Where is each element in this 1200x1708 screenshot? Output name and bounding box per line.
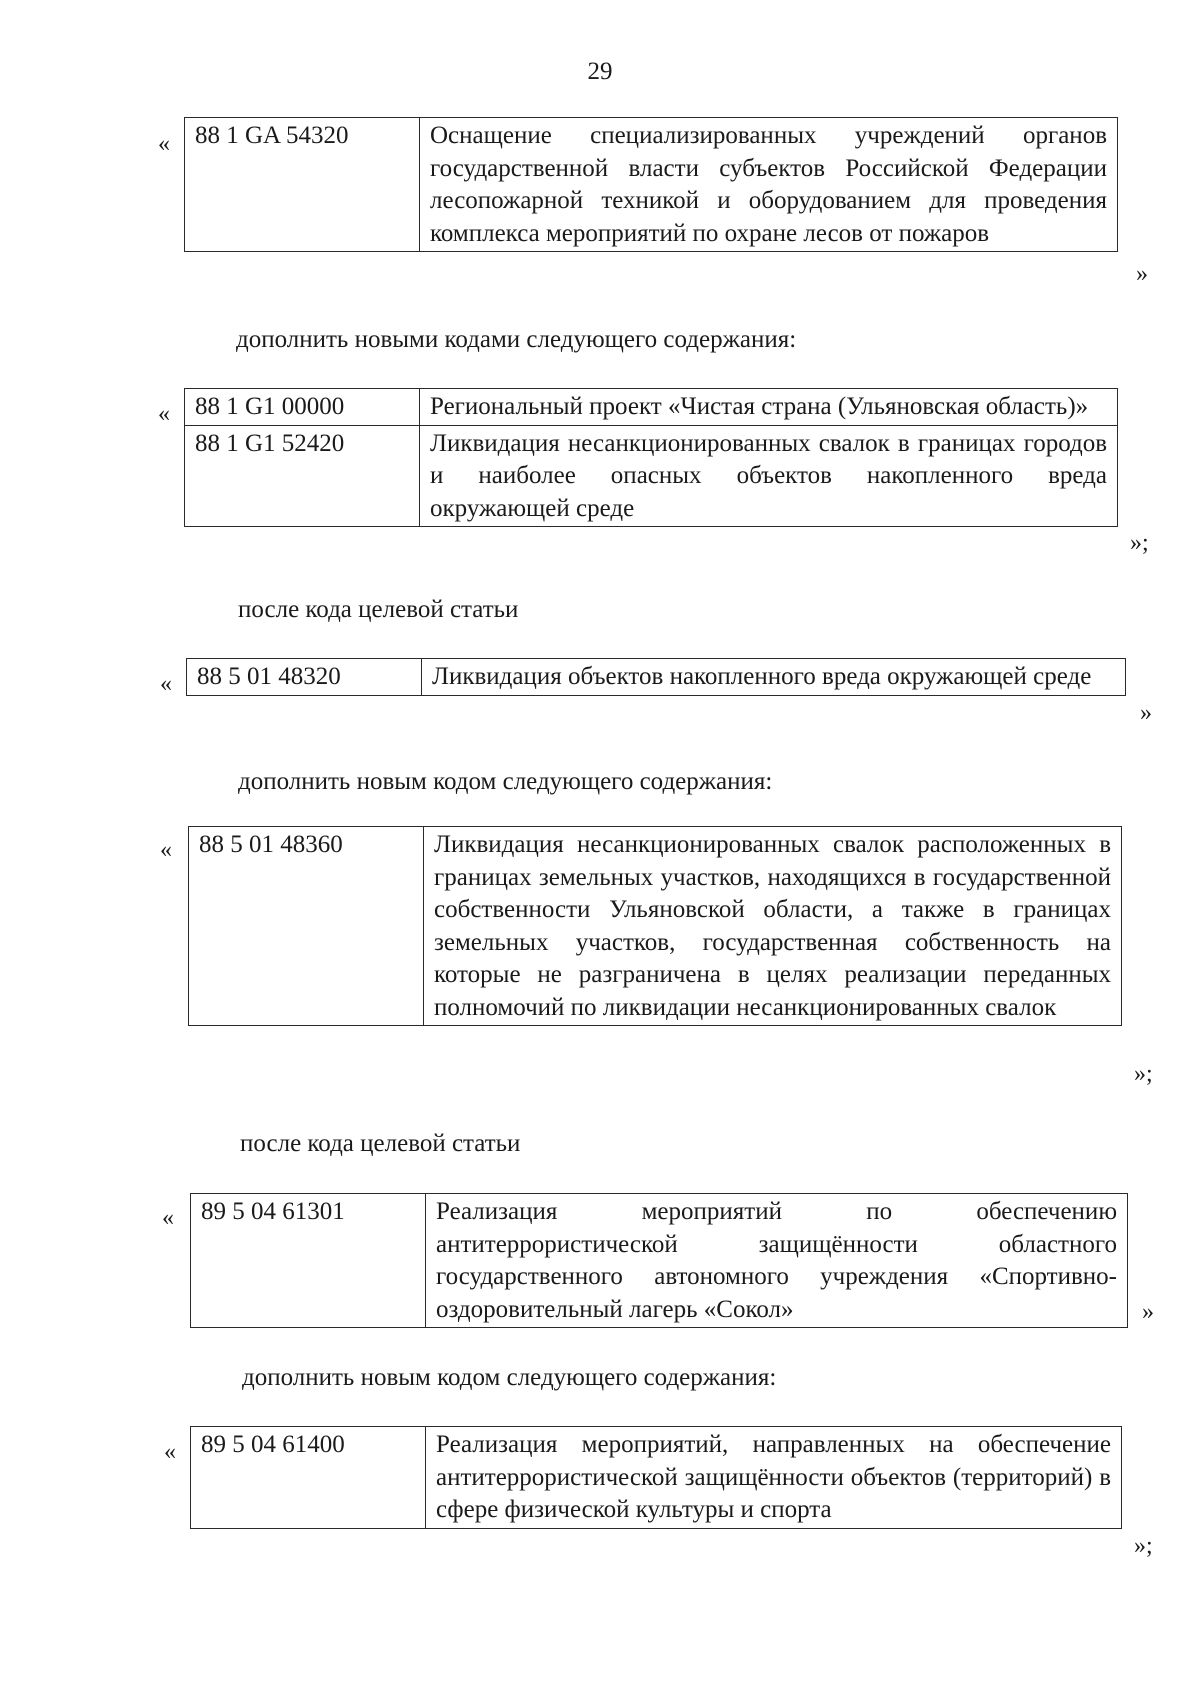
open-quote: « bbox=[162, 1205, 174, 1231]
close-quote: » bbox=[1136, 261, 1148, 287]
table-row bbox=[185, 389, 1118, 426]
code-cell: 88 5 01 48320 bbox=[187, 659, 422, 696]
code-table bbox=[184, 388, 1118, 527]
code-cell: 89 5 04 61400 bbox=[191, 1427, 426, 1529]
code-table bbox=[190, 1426, 1122, 1529]
table-row bbox=[187, 659, 1126, 696]
table-row bbox=[191, 1427, 1122, 1529]
close-quote: »; bbox=[1134, 1061, 1153, 1087]
code-table bbox=[186, 658, 1126, 696]
open-quote: « bbox=[158, 131, 170, 157]
table-row bbox=[189, 827, 1122, 1026]
code-cell: 88 1 G1 00000 bbox=[185, 389, 420, 426]
description-cell: Реализация мероприятий, направленных на обеспечение антитеррористической защищённости объектов (территорий) в сфере физической культуры и спорта bbox=[426, 1427, 1122, 1529]
description-cell: Ликвидация несанкционированных свалок в границах городов и наиболее опасных объектов накопленного вреда окружающей среде bbox=[420, 425, 1118, 527]
code-cell: 88 1 GA 54320 bbox=[185, 118, 420, 252]
open-quote: « bbox=[164, 1439, 176, 1465]
close-quote: »; bbox=[1130, 530, 1149, 556]
open-quote: « bbox=[160, 837, 172, 863]
description-cell: Оснащение специализированных учреждений органов государственной власти субъектов Российской Федерации лесопожарной техникой и оборудованием для проведения комплекса мероприятий по охране лесов от пожаров bbox=[420, 118, 1118, 252]
instruction-text: дополнить новым кодом следующего содержания: bbox=[242, 1364, 777, 1391]
code-cell: 88 1 G1 52420 bbox=[185, 425, 420, 527]
open-quote: « bbox=[160, 671, 172, 697]
close-quote: » bbox=[1140, 700, 1152, 726]
description-cell: Ликвидация несанкционированных свалок расположенных в границах земельных участков, находящихся в государственной собственности Ульяновской области, а также в границах земельных участков, государственная собственность на которые не разграничена в целях реализации переданных полномочий по ликвидации несанкционированных свалок bbox=[424, 827, 1122, 1026]
description-cell: Реализация мероприятий по обеспечению антитеррористической защищённости областного государственного автономного учреждения «Спортивно-оздоровительный лагерь «Сокол» bbox=[426, 1194, 1128, 1328]
instruction-text: дополнить новым кодом следующего содержания: bbox=[238, 768, 773, 795]
instruction-text: после кода целевой статьи bbox=[238, 596, 519, 623]
code-table bbox=[190, 1193, 1128, 1328]
code-cell: 88 5 01 48360 bbox=[189, 827, 424, 1026]
open-quote: « bbox=[158, 401, 170, 427]
code-cell: 89 5 04 61301 bbox=[191, 1194, 426, 1328]
table-row bbox=[185, 118, 1118, 252]
close-quote: » bbox=[1142, 1299, 1154, 1325]
table-row bbox=[185, 425, 1118, 527]
instruction-text: после кода целевой статьи bbox=[240, 1130, 521, 1157]
code-table bbox=[184, 117, 1118, 252]
close-quote: »; bbox=[1134, 1533, 1153, 1559]
page-number: 29 bbox=[587, 58, 613, 85]
instruction-text: дополнить новыми кодами следующего содержания: bbox=[236, 326, 797, 353]
code-table bbox=[188, 826, 1122, 1026]
description-cell: Региональный проект «Чистая страна (Ульяновская область)» bbox=[420, 389, 1118, 426]
table-row bbox=[191, 1194, 1128, 1328]
description-cell: Ликвидация объектов накопленного вреда окружающей среде bbox=[422, 659, 1126, 696]
